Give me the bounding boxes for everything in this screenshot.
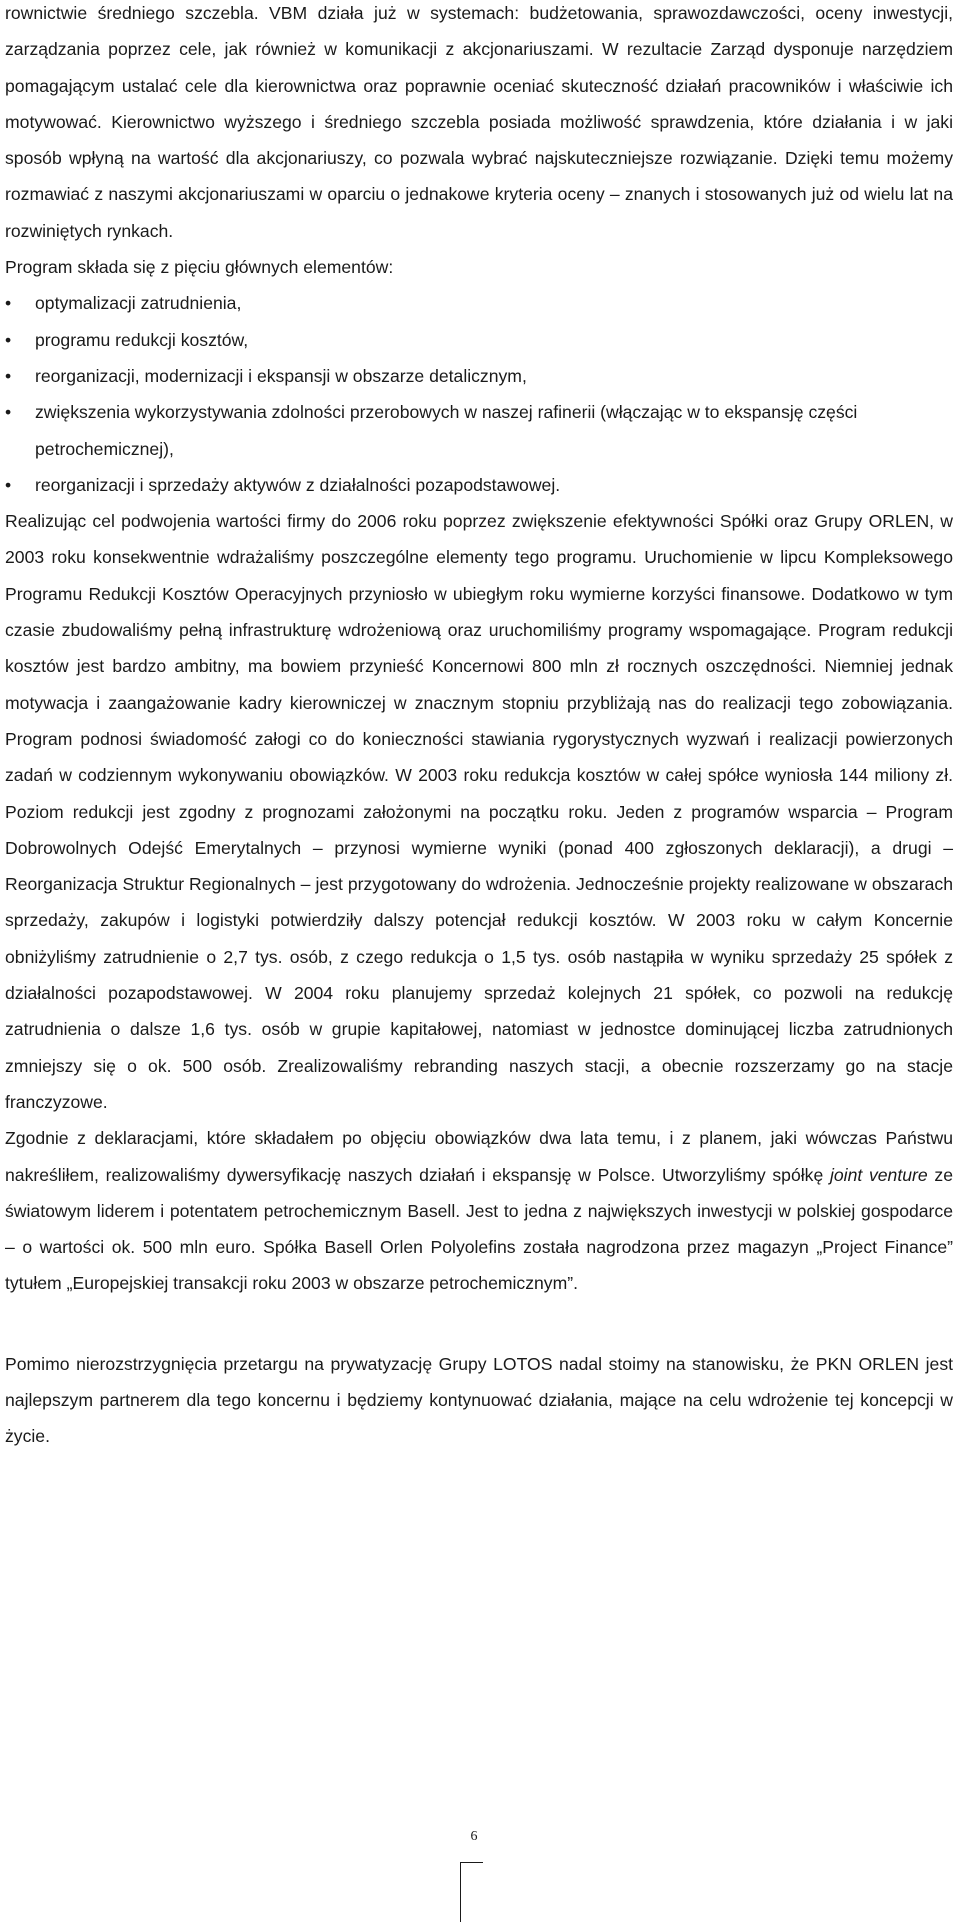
crop-mark [460, 1862, 483, 1922]
list-item-text: zwiększenia wykorzystywania zdolności przerobowych w naszej rafinerii (włączając w to ekspansję części petrochemicznej), [35, 402, 858, 459]
bullet-icon: • [5, 474, 12, 495]
paragraph-lotos: Pomimo nierozstrzygnięcia przetargu na prywatyzację Grupy LOTOS nadal stoimy na stanowisku, że PKN ORLEN jest najlepszym partnerem dla tego koncernu i będziemy kontynuować działania, mające na celu wdrożenie tej koncepcji w życie. [5, 1353, 953, 1447]
list-item [5, 285, 953, 321]
paragraph-vbm: rownictwie średniego szczebla. VBM działa już w systemach: budżetowania, sprawozdawczości, oceny inwestycji, zarządzania poprzez cele, jak również w komunikacji z akcjonariuszami. W rezultacie Zarząd dysponuje narzędziem pomagającym ustalać cele dla kierownictwa oraz poprawnie oceniać skuteczność działań pracowników i właściwie ich motywować. Kierownictwo wyższego i średniego szczebla posiada możliwość sprawdzenia, które działania i w jaki sposób wpłyną na wartość dla akcjonariuszy, co pozwala wybrać najskuteczniejsze rozwiązanie. Dzięki temu możemy rozmawiać z naszymi akcjonariuszami w oparciu o jednakowe kryteria oceny – znanych i stosowanych już od wielu lat na rozwiniętych rynkach. [5, 3, 953, 241]
list-item-text: optymalizacji zatrudnienia, [35, 293, 242, 314]
bullet-icon: • [5, 293, 12, 314]
paragraph-diversification [5, 1120, 953, 1301]
bullet-icon: • [5, 365, 12, 386]
paragraph-program-intro: Program składa się z pięciu głównych elementów: [5, 257, 394, 278]
italic-term: joint venture [829, 1164, 928, 1185]
paragraph-spacer [5, 1302, 953, 1346]
list-item [5, 467, 953, 503]
list-item-text: reorganizacji i sprzedaży aktywów z działalności pozapodstawowej. [35, 474, 561, 495]
paragraph-value-doubling: Realizując cel podwojenia wartości firmy do 2006 roku poprzez zwiększenie efektywności Spółki oraz Grupy ORLEN, w 2003 roku konsekwentnie wdrażaliśmy poszczególne elementy tego programu. Uruchomienie w lipcu Kompleksowego Programu Redukcji Kosztów Operacyjnych przyniosło w ubiegłym roku wymierne korzyści finansowe. Dodatkowo w tym czasie zbudowaliśmy pełną infrastrukturę wdrożeniową oraz uruchomiliśmy programy wspomagające. Program redukcji kosztów jest bardzo ambitny, ma bowiem przynieść Koncernowi 800 mln zł rocznych oszczędności. Niemniej jednak motywacja i zaangażowanie kadry kierowniczej w znacznym stopniu przybliżają nas do realizacji tego zobowiązania. Program podnosi świadomość załogi co do konieczności stawiania rygorystycznych wyzwań i realizacji powierzonych zadań w codziennym wykonywaniu obowiązków. W 2003 roku redukcja kosztów w całej spółce wyniosła 144 miliony zł. Poziom redukcji jest zgodny z prognozami założonymi na początku roku. Jeden z programów wsparcia – Program Dobrowolnych Odejść Emerytalnych – przynosi wymierne wyniki (ponad 400 zgłoszonych deklaracji), a drugi – Reorganizacja Struktur Regionalnych – jest przygotowany do wdrożenia. Jednocześnie projekty realizowane w obszarach sprzedaży, zakupów i logistyki potwierdziły dalszy potencjał redukcji kosztów. W 2003 roku w całym Koncernie obniżyliśmy zatrudnienie o 2,7 tys. osób, z czego redukcja o 1,5 tys. osób nastąpiła w wyniku sprzedaży 25 spółek z działalności pozapodstawowej. W 2004 roku planujemy sprzedaż kolejnych 21 spółek, co pozwoli na redukcję zatrudnienia o dalsze 1,6 tys. osób w grupie kapitałowej, natomiast w jednostce dominującej liczba zatrudnionych zmniejszy się o ok. 500 osób. Zrealizowaliśmy rebranding naszych stacji, a obecnie rozszerzamy go na stacje franczyzowe. [5, 511, 953, 1112]
document-page [5, 0, 953, 1455]
list-item-text: programu redukcji kosztów, [35, 329, 249, 350]
page-number: 6 [470, 1829, 478, 1844]
list-item [5, 322, 953, 358]
bullet-icon: • [5, 402, 12, 423]
list-item [5, 394, 953, 467]
paragraph-text-part: ze światowym liderem i potentatem petrochemicznym Basell. Jest to jedna z największych inwestycji w polskiej gospodarce – o wartości ok. 500 mln euro. Spółka Basell Orlen Polyolefins została nagrodzona przez magazyn „Project Finance” tytułem „Europejskiej transakcji roku 2003 w obszarze petrochemicznym”. [5, 1164, 953, 1294]
bullet-icon: • [5, 329, 12, 350]
list-item [5, 358, 953, 394]
program-elements-list [5, 285, 953, 503]
paragraph-text-part: Zgodnie z deklaracjami, które składałem po objęciu obowiązków dwa lata temu, i z planem, jaki wówczas Państwu nakreśliłem, realizowaliśmy dywersyfikację naszych działań i ekspansję w Polsce. Utworzyliśmy spółkę [5, 1128, 953, 1185]
list-item-text: reorganizacji, modernizacji i ekspansji w obszarze detalicznym, [35, 365, 527, 386]
